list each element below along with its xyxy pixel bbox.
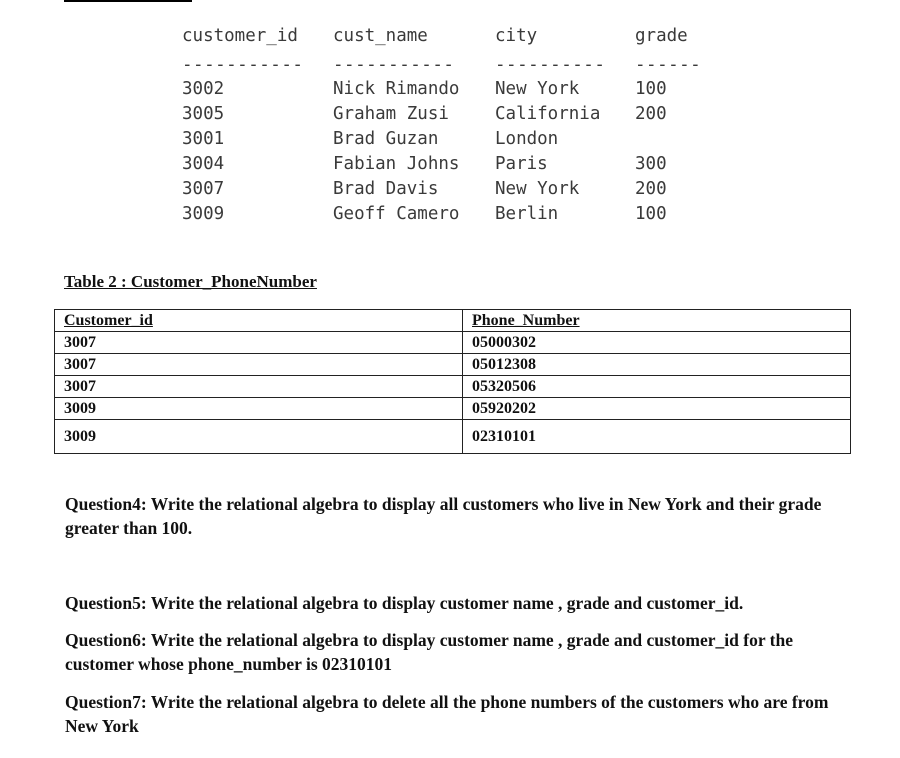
table2-title: Table 2 : Customer_PhoneNumber <box>64 272 317 291</box>
cell-city: New York <box>495 179 580 199</box>
cell-customer-id: 3004 <box>182 154 225 174</box>
phone-number-table <box>54 309 851 454</box>
header-grade: grade <box>635 26 688 46</box>
question-5: Question5: Write the relational algebra to display customer name , grade and customer_id. <box>65 593 744 613</box>
cell-customer-id: 3007 <box>182 179 225 199</box>
cell-customer-id: 3007 <box>55 332 463 354</box>
table-row <box>55 354 851 376</box>
cell-grade: 200 <box>635 104 667 124</box>
cell-phone-number: 02310101 <box>463 420 851 454</box>
table-row <box>55 420 851 454</box>
cell-customer-id: 3005 <box>182 104 225 124</box>
cell-city: New York <box>495 79 580 99</box>
cell-customer-id: 3007 <box>55 354 463 376</box>
cell-city: Paris <box>495 154 548 174</box>
cell-grade: 100 <box>635 204 667 224</box>
question-7: Question7: Write the relational algebra to delete all the phone numbers of the customers who are from New York <box>65 692 829 736</box>
cell-city: London <box>495 129 559 149</box>
cell-customer-id: 3007 <box>55 376 463 398</box>
phone-table-header <box>55 310 851 332</box>
cell-grade: 100 <box>635 79 667 99</box>
table-row <box>55 332 851 354</box>
top-rule <box>64 0 192 2</box>
cell-cust-name: Brad Guzan <box>333 129 439 149</box>
header-city: city <box>495 26 538 46</box>
table-row <box>55 376 851 398</box>
header-cust-name: cust_name <box>333 26 428 46</box>
header-customer-id: Customer_id <box>55 310 463 332</box>
cell-cust-name: Graham Zusi <box>333 104 449 124</box>
cell-customer-id: 3002 <box>182 79 225 99</box>
table-row <box>55 398 851 420</box>
dash-4: ------ <box>635 55 702 75</box>
cell-city: Berlin <box>495 204 559 224</box>
cell-phone-number: 05920202 <box>463 398 851 420</box>
cell-cust-name: Brad Davis <box>333 179 439 199</box>
cell-grade: 200 <box>635 179 667 199</box>
cell-city: California <box>495 104 601 124</box>
cell-customer-id: 3009 <box>55 398 463 420</box>
header-customer-id: customer_id <box>182 26 298 46</box>
cell-customer-id: 3009 <box>182 204 225 224</box>
cell-phone-number: 05320506 <box>463 376 851 398</box>
cell-phone-number: 05000302 <box>463 332 851 354</box>
question-4: Question4: Write the relational algebra to display all customers who live in New York and their grade greater than 100. <box>65 494 822 538</box>
header-phone-number: Phone_Number <box>463 310 851 332</box>
dash-2: ----------- <box>333 55 455 75</box>
dash-3: ---------- <box>495 55 606 75</box>
question-6: Question6: Write the relational algebra to display customer name , grade and customer_id for the customer whose phone_number is 02310101 <box>65 630 793 674</box>
dash-1: ----------- <box>182 55 304 75</box>
cell-customer-id: 3001 <box>182 129 225 149</box>
cell-phone-number: 05012308 <box>463 354 851 376</box>
cell-cust-name: Fabian Johns <box>333 154 460 174</box>
cell-cust-name: Nick Rimando <box>333 79 460 99</box>
cell-customer-id: 3009 <box>55 420 463 454</box>
cell-cust-name: Geoff Camero <box>333 204 460 224</box>
cell-grade: 300 <box>635 154 667 174</box>
